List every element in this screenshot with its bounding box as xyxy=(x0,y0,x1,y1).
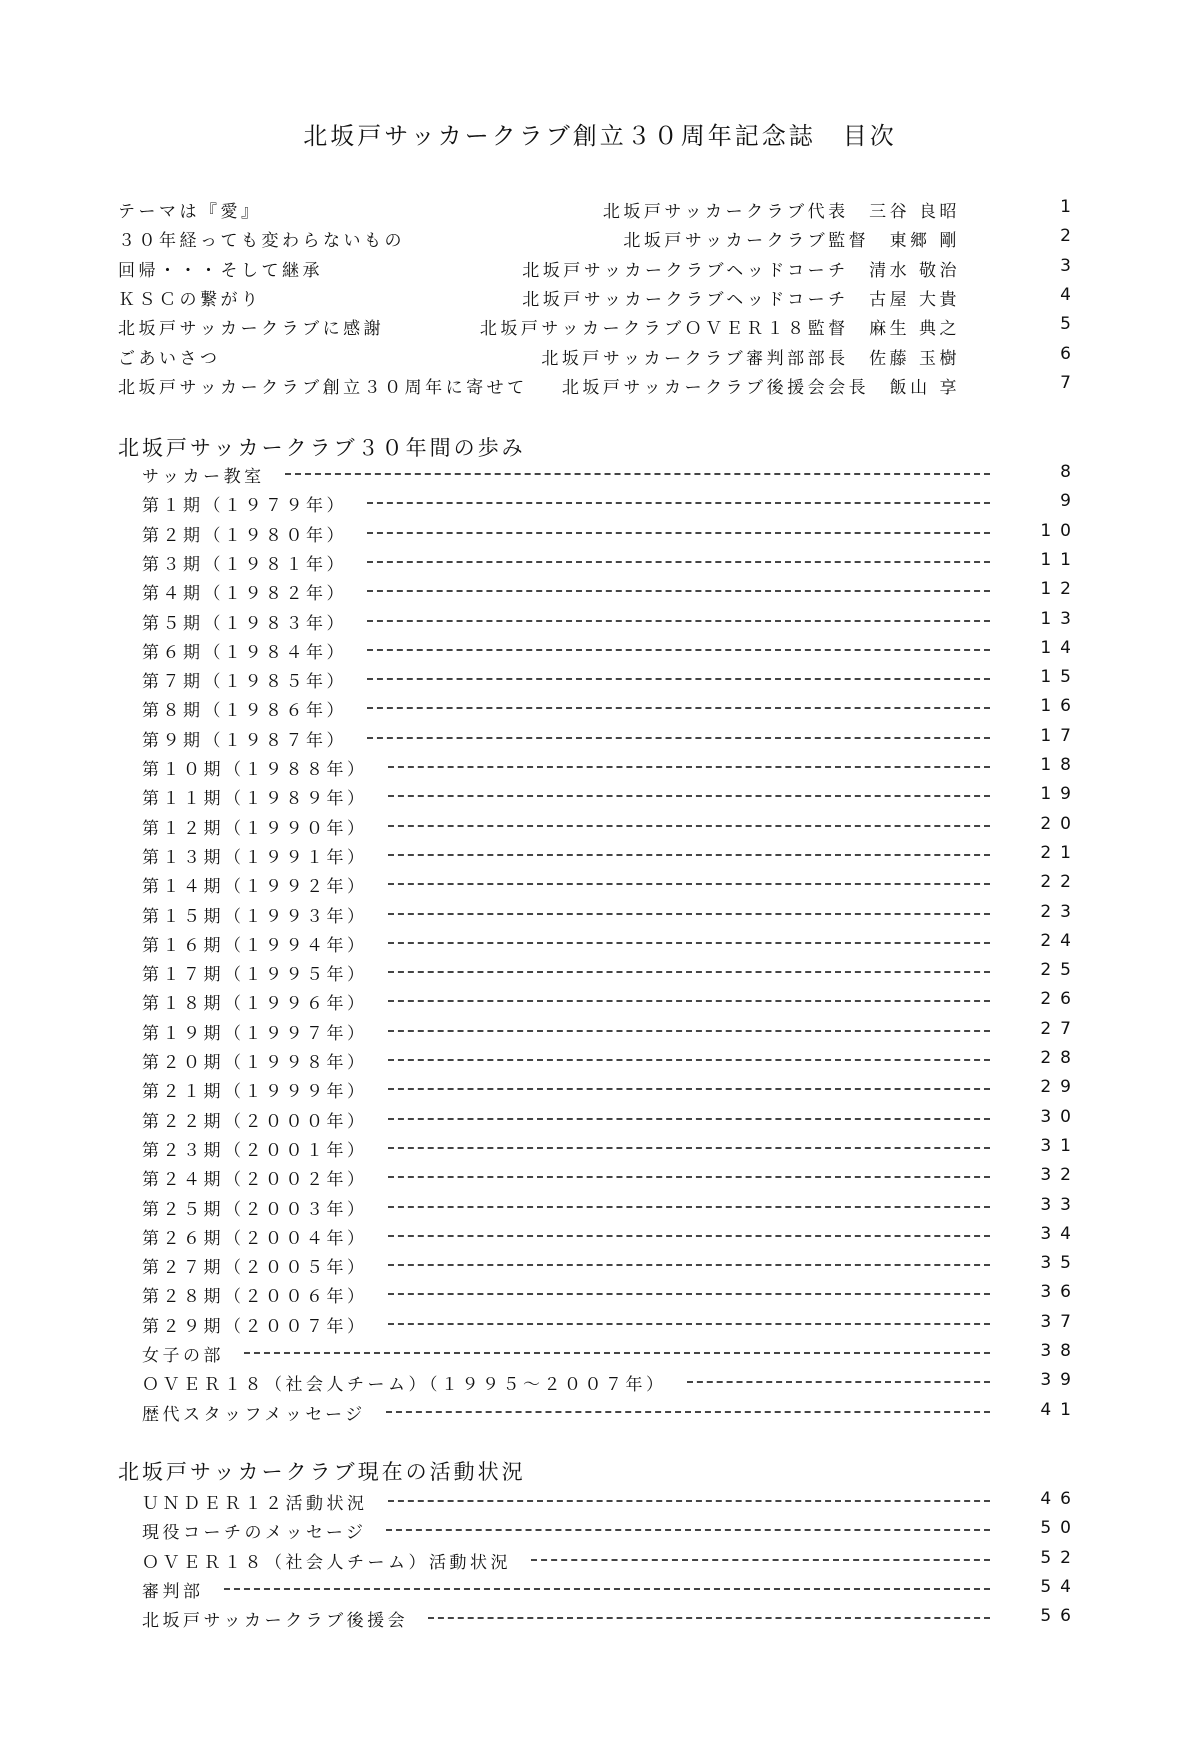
page-number: 56 xyxy=(1040,1606,1080,1627)
dot-leader xyxy=(224,1588,990,1590)
dot-leader xyxy=(386,1529,990,1531)
toc-greeting-row[interactable] xyxy=(118,197,1080,221)
dot-leader xyxy=(388,1147,990,1149)
toc-history-row[interactable] xyxy=(142,726,1080,750)
page-number: 7 xyxy=(1060,372,1080,393)
page-number: 2 xyxy=(1060,226,1080,247)
dot-leader xyxy=(367,737,990,739)
page-number: 25 xyxy=(1040,960,1080,981)
toc-history-row[interactable] xyxy=(142,638,1080,662)
entry-title: 第２５期（２００３年） xyxy=(142,1199,368,1220)
page-number: 54 xyxy=(1040,1576,1080,1597)
entry-title: ＯＶＥＲ１８（社会人チーム）（１９９５～２００７年） xyxy=(142,1375,667,1396)
toc-history-row[interactable] xyxy=(142,989,1080,1013)
entry-title: 第１１期（１９８９年） xyxy=(142,789,368,810)
toc-current-row[interactable] xyxy=(142,1606,1080,1630)
dot-leader xyxy=(388,942,990,944)
page-number: 28 xyxy=(1040,1048,1080,1068)
toc-history-row[interactable] xyxy=(142,755,1080,779)
toc-history-row[interactable] xyxy=(142,1282,1080,1306)
toc-history-row[interactable] xyxy=(142,843,1080,867)
entry-title: 女子の部 xyxy=(142,1346,224,1366)
entry-title: 第２８期（２００６年） xyxy=(142,1287,368,1308)
dot-leader xyxy=(244,1352,990,1354)
page-number: 36 xyxy=(1040,1282,1080,1303)
page-number: 20 xyxy=(1040,813,1080,834)
dot-leader xyxy=(388,1206,990,1208)
entry-title: ＫＳＣの繋がり xyxy=(118,289,262,310)
page-number: 46 xyxy=(1040,1489,1080,1509)
entry-title: 第２９期（２００７年） xyxy=(142,1316,368,1337)
toc-history-row[interactable] xyxy=(142,579,1080,603)
toc-history-row[interactable] xyxy=(142,491,1080,515)
page-number: 12 xyxy=(1040,579,1080,600)
page-number: 37 xyxy=(1040,1311,1080,1332)
toc-history-row[interactable] xyxy=(142,1077,1080,1101)
page-number: 35 xyxy=(1040,1253,1080,1274)
entry-title: 第９期（１９８７年） xyxy=(142,730,347,751)
dot-leader xyxy=(388,854,990,856)
page-number: 24 xyxy=(1040,930,1080,951)
page-number: 26 xyxy=(1040,989,1080,1010)
dot-leader xyxy=(386,1411,990,1413)
entry-title: 現役コーチのメッセージ xyxy=(142,1523,367,1544)
dot-leader xyxy=(687,1381,990,1383)
toc-history-row[interactable] xyxy=(142,1312,1080,1336)
dot-leader xyxy=(367,649,990,651)
toc-history-row[interactable] xyxy=(142,1136,1080,1160)
entry-title: ３０年経っても変わらないもの xyxy=(118,231,405,252)
entry-title: 審判部 xyxy=(142,1581,204,1602)
page-number: 13 xyxy=(1040,608,1080,629)
toc-history-row[interactable] xyxy=(142,784,1080,808)
toc-history-row[interactable] xyxy=(142,814,1080,838)
history-heading: 北坂戸サッカークラブ３０年間の歩み xyxy=(118,436,526,460)
dot-leader xyxy=(388,1323,990,1325)
dot-leader xyxy=(388,1088,990,1090)
dot-leader xyxy=(367,502,990,504)
entry-title: 第２２期（２０００年） xyxy=(142,1111,368,1132)
dot-leader xyxy=(388,1293,990,1295)
page-number: 10 xyxy=(1040,520,1080,541)
entry-author: 北坂戸サッカークラブ代表 三谷 良昭 xyxy=(602,202,960,222)
entry-title: 第６期（１９８４年） xyxy=(142,642,347,663)
toc-history-row[interactable] xyxy=(142,521,1080,545)
page-number: 34 xyxy=(1040,1223,1080,1244)
current-heading: 北坂戸サッカークラブ現在の活動状況 xyxy=(118,1460,526,1484)
dot-leader xyxy=(388,1176,990,1178)
page-number: 38 xyxy=(1040,1341,1080,1361)
toc-greeting-row[interactable] xyxy=(118,314,1080,338)
entry-title: 第５期（１９８３年） xyxy=(142,613,347,634)
page-number: 15 xyxy=(1040,667,1080,688)
entry-author: 北坂戸サッカークラブヘッドコーチ 清水 敬治 xyxy=(522,260,960,281)
toc-greeting-row[interactable] xyxy=(118,226,1080,250)
dot-leader xyxy=(531,1559,990,1561)
toc-greeting-row[interactable] xyxy=(118,344,1080,368)
page-number: 52 xyxy=(1040,1547,1080,1568)
page-number: 9 xyxy=(1060,491,1080,512)
page-number: 5 xyxy=(1060,314,1080,335)
entry-title: 第１８期（１９９６年） xyxy=(142,994,368,1015)
entry-title: 北坂戸サッカークラブ創立３０周年に寄せて xyxy=(118,377,528,398)
entry-title: 北坂戸サッカークラブに感謝 xyxy=(118,319,385,340)
entry-title: 第２０期（１９９８年） xyxy=(142,1053,368,1073)
entry-title: ごあいさつ xyxy=(118,348,221,369)
entry-title: 第２４期（２００２年） xyxy=(142,1170,368,1191)
page-number: 6 xyxy=(1060,343,1080,364)
page-number: 31 xyxy=(1040,1135,1080,1156)
entry-title: 第１２期（１９９０年） xyxy=(142,818,368,839)
entry-author: 北坂戸サッカークラブヘッドコーチ 古屋 大貴 xyxy=(522,289,960,310)
toc-greeting-row[interactable] xyxy=(118,256,1080,280)
document-title: 北坂戸サッカークラブ創立３０周年記念誌 目次 xyxy=(303,122,897,150)
dot-leader xyxy=(367,707,990,709)
entry-title: 第１７期（１９９５年） xyxy=(142,965,368,986)
toc-current-row[interactable] xyxy=(142,1548,1080,1572)
toc-history-row[interactable] xyxy=(142,1341,1080,1365)
entry-title: ＵＮＤＥＲ１２活動状況 xyxy=(142,1494,368,1514)
dot-leader xyxy=(388,1500,990,1502)
toc-history-row[interactable] xyxy=(142,550,1080,574)
entry-title: 第１０期（１９８８年） xyxy=(142,760,368,780)
dot-leader xyxy=(388,766,990,768)
entry-title: 第１期（１９７９年） xyxy=(142,496,347,517)
dot-leader xyxy=(428,1617,990,1619)
dot-leader xyxy=(388,795,990,797)
dot-leader xyxy=(388,1118,990,1120)
toc-history-row[interactable] xyxy=(142,1107,1080,1131)
page-number: 50 xyxy=(1040,1518,1080,1539)
entry-title: 第１６期（１９９４年） xyxy=(142,935,368,956)
toc-history-row[interactable] xyxy=(142,902,1080,926)
toc-current-row[interactable] xyxy=(142,1577,1080,1601)
entry-title: 回帰・・・そして継承 xyxy=(118,260,323,281)
toc-history-row[interactable] xyxy=(142,1400,1080,1424)
entry-title: 第２３期（２００１年） xyxy=(142,1140,368,1161)
page-number: 4 xyxy=(1060,284,1080,305)
dot-leader xyxy=(388,971,990,973)
entry-title: 第１９期（１９９７年） xyxy=(142,1023,368,1044)
page-number: 41 xyxy=(1040,1399,1080,1420)
toc-history-row[interactable] xyxy=(142,1165,1080,1189)
dot-leader xyxy=(367,620,990,622)
entry-title: 第１４期（１９９２年） xyxy=(142,877,368,898)
entry-title: 第４期（１９８２年） xyxy=(142,584,347,605)
page-number: 33 xyxy=(1040,1194,1080,1215)
page-number: 19 xyxy=(1040,784,1080,805)
toc-greeting-row[interactable] xyxy=(118,373,1080,397)
dot-leader xyxy=(388,825,990,827)
entry-title: 第２６期（２００４年） xyxy=(142,1228,368,1249)
toc-history-row[interactable] xyxy=(142,462,1080,486)
toc-history-row[interactable] xyxy=(142,872,1080,896)
page-number: 21 xyxy=(1040,842,1080,863)
entry-title: 第７期（１９８５年） xyxy=(142,672,347,693)
page-number: 22 xyxy=(1040,872,1080,893)
page-number: 1 xyxy=(1060,197,1080,217)
page-number: 17 xyxy=(1040,725,1080,746)
page-number: 14 xyxy=(1040,637,1080,658)
dot-leader xyxy=(388,1000,990,1002)
page-number: 23 xyxy=(1040,901,1080,922)
page-number: 27 xyxy=(1040,1018,1080,1039)
dot-leader xyxy=(367,590,990,592)
toc-history-row[interactable] xyxy=(142,1253,1080,1277)
toc-history-row[interactable] xyxy=(142,1048,1080,1072)
toc-history-row[interactable] xyxy=(142,696,1080,720)
page-number: 11 xyxy=(1040,549,1080,570)
dot-leader xyxy=(388,1059,990,1061)
toc-history-row[interactable] xyxy=(142,931,1080,955)
page-number: 8 xyxy=(1060,462,1080,482)
entry-title: 第１５期（１９９３年） xyxy=(142,906,368,927)
dot-leader xyxy=(367,532,990,534)
toc-current-row[interactable] xyxy=(142,1518,1080,1542)
entry-title: テーマは『愛』 xyxy=(118,202,262,222)
toc-history-row[interactable] xyxy=(142,1224,1080,1248)
entry-author: 北坂戸サッカークラブ監督 東郷 剛 xyxy=(623,231,960,252)
entry-title: 北坂戸サッカークラブ後援会 xyxy=(142,1611,409,1632)
dot-leader xyxy=(285,473,990,475)
dot-leader xyxy=(367,561,990,563)
toc-history-row[interactable] xyxy=(142,667,1080,691)
entry-title: 第２７期（２００５年） xyxy=(142,1258,368,1279)
dot-leader xyxy=(388,1030,990,1032)
toc-history-row[interactable] xyxy=(142,1195,1080,1219)
toc-history-row[interactable] xyxy=(142,1019,1080,1043)
dot-leader xyxy=(388,1264,990,1266)
page-number: 30 xyxy=(1040,1106,1080,1127)
entry-title: 第２期（１９８０年） xyxy=(142,525,347,546)
page-number: 3 xyxy=(1060,255,1080,276)
page-number: 29 xyxy=(1040,1077,1080,1098)
entry-author: 北坂戸サッカークラブ審判部部長 佐藤 玉樹 xyxy=(541,348,960,369)
page-number: 16 xyxy=(1040,696,1080,717)
dot-leader xyxy=(388,883,990,885)
entry-title: 歴代スタッフメッセージ xyxy=(142,1404,366,1425)
toc-history-row[interactable] xyxy=(142,1370,1080,1394)
entry-author: 北坂戸サッカークラブ後援会会長 飯山 享 xyxy=(561,377,960,398)
dot-leader xyxy=(367,678,990,680)
entry-title: サッカー教室 xyxy=(142,467,265,487)
entry-title: 第２１期（１９９９年） xyxy=(142,1082,368,1103)
entry-title: 第８期（１９８６年） xyxy=(142,701,347,722)
page-number: 32 xyxy=(1040,1165,1080,1186)
page-number: 39 xyxy=(1040,1370,1080,1391)
toc-greeting-row[interactable] xyxy=(118,285,1080,309)
page-number: 18 xyxy=(1040,755,1080,775)
toc-current-row[interactable] xyxy=(142,1489,1080,1513)
entry-title: 第１３期（１９９１年） xyxy=(142,847,368,868)
entry-title: ＯＶＥＲ１８（社会人チーム）活動状況 xyxy=(142,1552,511,1573)
toc-history-row[interactable] xyxy=(142,960,1080,984)
entry-author: 北坂戸サッカークラブＯＶＥＲ１８監督 麻生 典之 xyxy=(479,319,960,340)
dot-leader xyxy=(388,913,990,915)
entry-title: 第３期（１９８１年） xyxy=(142,554,347,575)
dot-leader xyxy=(388,1235,990,1237)
toc-history-row[interactable] xyxy=(142,609,1080,633)
